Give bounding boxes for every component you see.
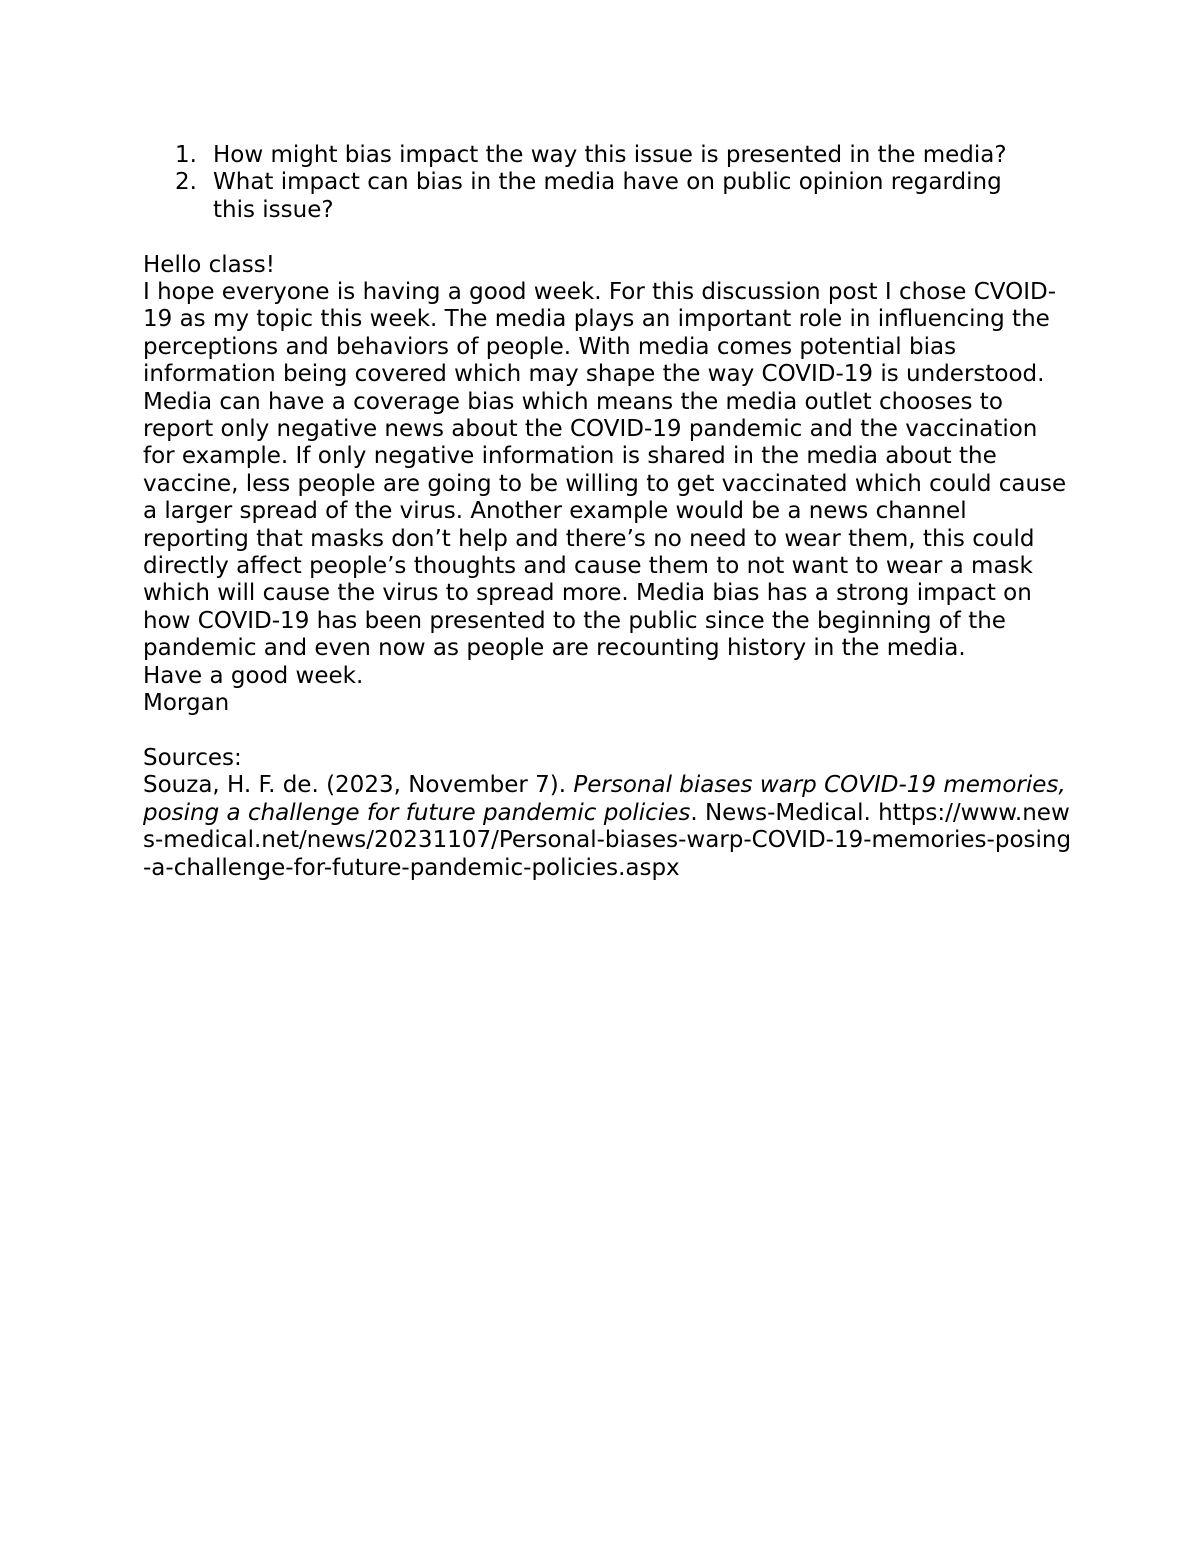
question-text: What impact can bias in the media have on public opinion regarding this issue? [213,169,1002,223]
spacer [143,224,1073,251]
post-body: I hope everyone is having a good week. For this discussion post I chose CVOID-19 as my topic this week. The media plays an important role in influencing the perceptions and behaviors of people. With media comes potential bias information being covered which may shape the way COVID-19 is understood. Media can have a coverage bias which means the media outlet chooses to report only negative news about the COVID-19 pandemic and the vaccination for example. If only negative information is shared in the media about the vaccine, less people are going to be willing to get vaccinated which could cause a larger spread of the virus. Another example would be a news channel reporting that masks don’t help and there’s no need to wear them, this could directly affect people’s thoughts and cause them to not want to wear a mask which will cause the virus to spread more. Media bias has a strong impact on how COVID-19 has been presented to the public since the beginning of the pandemic and even now as people are recounting history in the media. [143,279,1067,662]
closing: Have a good week. [143,662,364,689]
citation [143,772,1073,882]
question-item [143,169,1073,224]
question-item [143,142,1073,169]
citation-authors-date: Souza, H. F. de. (2023, November 7). [143,772,574,799]
question-number: 2. [175,169,197,196]
document-page [143,142,1073,882]
question-list [143,142,1073,224]
greeting: Hello class! [143,251,275,278]
question-number: 1. [175,142,197,168]
sources-heading: Sources: [143,744,242,771]
citation-url: https://www.news-medical.net/news/20231107/Personal-biases-warp-COVID-19-memories-posing-a-challenge-for-future-pandemic-policies.aspx [143,799,1072,881]
signature: Morgan [143,690,230,717]
question-text: How might bias impact the way this issue is presented in the media? [213,142,1007,168]
citation-publisher: . News-Medical. [690,799,871,826]
spacer [143,718,1073,745]
citation-title: Personal biases warp COVID-19 memories, posing a challenge for future pandemic policies [143,772,1066,826]
